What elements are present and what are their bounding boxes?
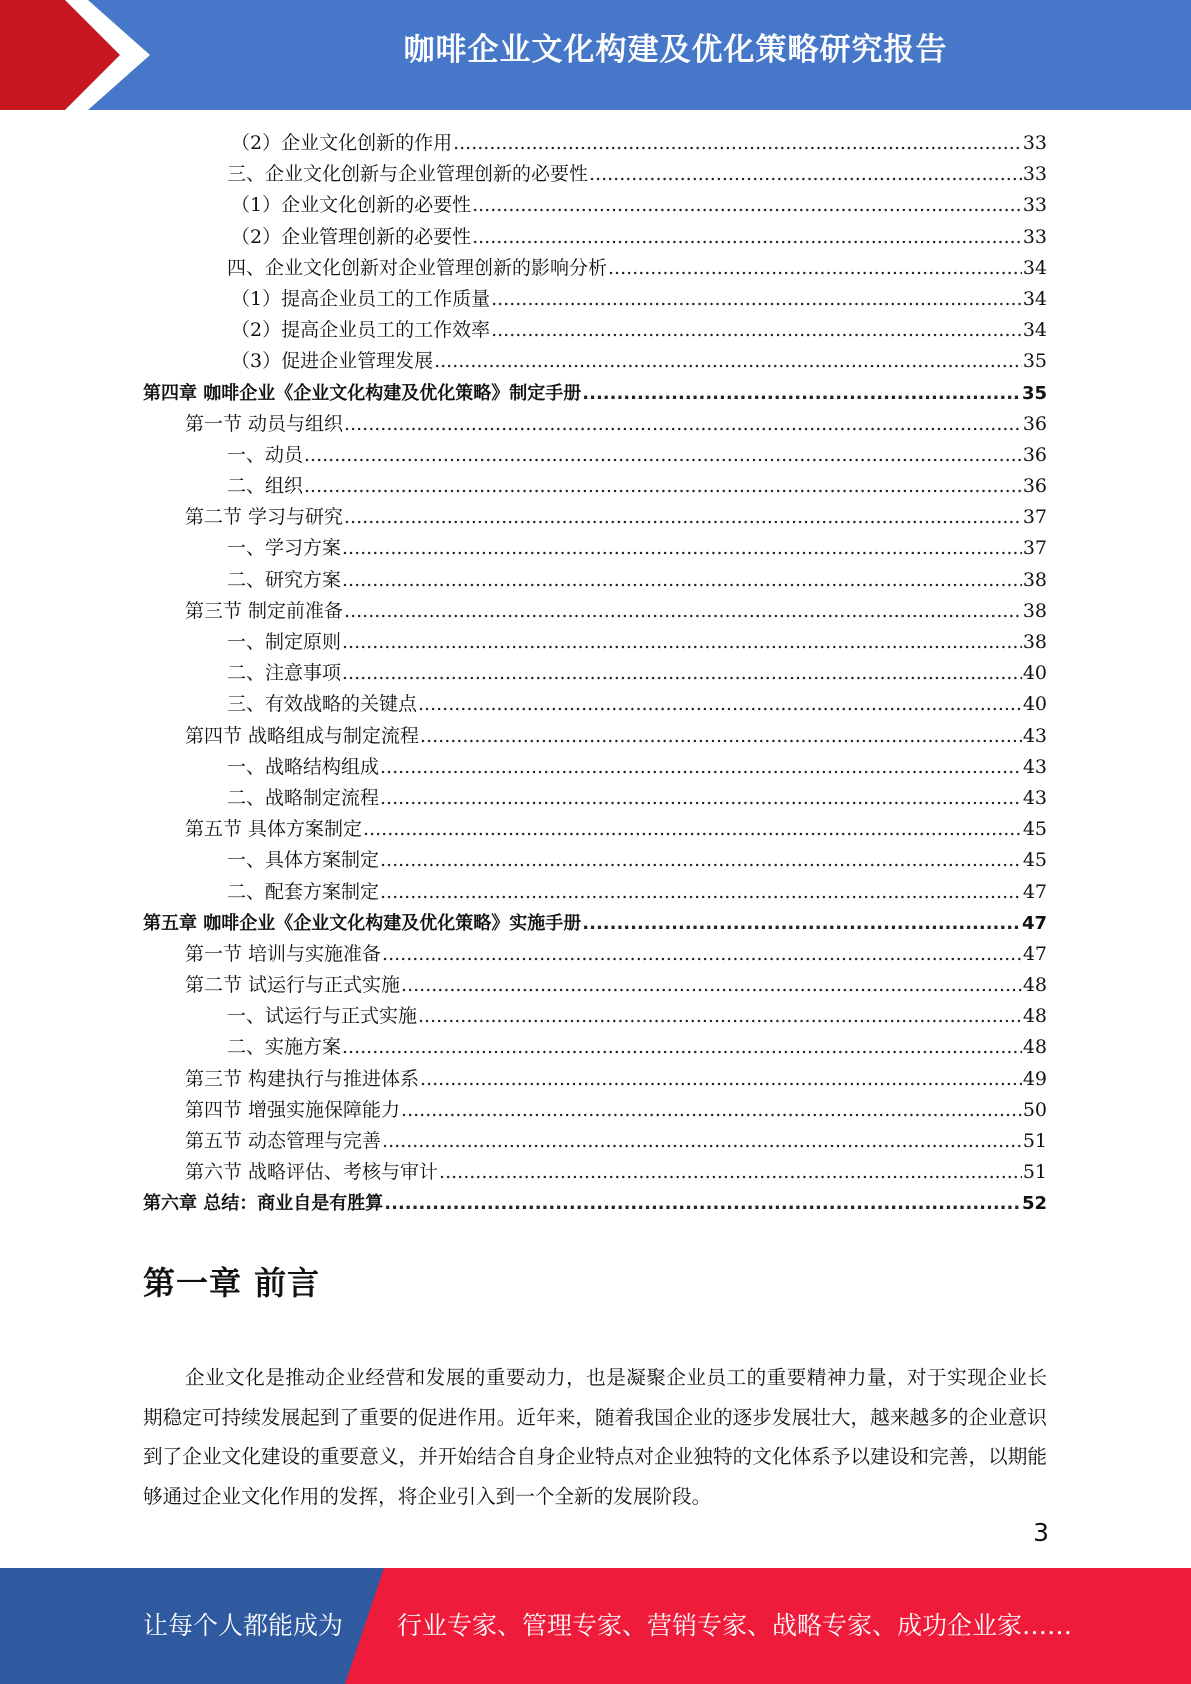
toc-leader-dots: [491, 284, 1022, 315]
toc-entry-title: 第一节 动员与组织: [185, 412, 344, 435]
toc-leader-dots: [344, 596, 1022, 627]
toc-chapter-entry[interactable]: [143, 378, 1047, 409]
toc-entry-page: 43: [1022, 724, 1047, 747]
toc-chapter-entry[interactable]: [143, 1188, 1047, 1219]
toc-entry-title: 二、研究方案: [227, 568, 342, 591]
toc-leader-dots: [434, 346, 1022, 377]
toc-entry-page: 34: [1022, 287, 1047, 310]
toc-entry[interactable]: [143, 752, 1047, 783]
toc-entry-page: 38: [1022, 599, 1047, 622]
footer-slogan-left: 让每个人都能成为: [143, 1611, 344, 1640]
toc-entry-page: 36: [1022, 475, 1047, 498]
toc-leader-dots: [342, 1032, 1022, 1063]
toc-entry-page: 40: [1022, 662, 1047, 685]
toc-entry[interactable]: [143, 689, 1047, 720]
toc-entry-page: 45: [1022, 818, 1047, 841]
toc-entry[interactable]: [143, 1064, 1047, 1095]
toc-leader-dots: [582, 378, 1021, 409]
toc-entry[interactable]: [143, 845, 1047, 876]
toc-entry-page: 38: [1022, 631, 1047, 653]
table-of-contents: [143, 128, 1047, 1220]
toc-entry[interactable]: [143, 190, 1047, 221]
toc-entry-title: 二、实施方案: [227, 1036, 342, 1059]
toc-entry-title: 第二节 试运行与正式实施: [185, 974, 401, 997]
toc-entry-title: （1）提高企业员工的工作质量: [231, 287, 491, 310]
toc-entry[interactable]: [143, 1001, 1047, 1032]
toc-entry-page: 40: [1022, 693, 1047, 716]
toc-entry[interactable]: [143, 627, 1047, 658]
toc-leader-dots: [342, 658, 1022, 689]
toc-entry-title: 一、具体方案制定: [227, 849, 380, 872]
toc-entry[interactable]: [143, 658, 1047, 689]
toc-leader-dots: [344, 409, 1022, 440]
toc-entry[interactable]: [143, 1032, 1047, 1063]
page-footer: [0, 1568, 1191, 1684]
toc-entry-page: 38: [1022, 568, 1047, 591]
toc-entry-page: 37: [1022, 506, 1047, 529]
toc-leader-dots: [380, 783, 1022, 814]
toc-entry-page: 43: [1022, 755, 1047, 778]
toc-entry-title: 第五节 具体方案制定: [185, 818, 363, 841]
toc-entry-page: 43: [1022, 786, 1047, 809]
toc-entry-title: 二、配套方案制定: [227, 880, 380, 903]
toc-entry-title: 一、学习方案: [227, 537, 342, 560]
toc-leader-dots: [344, 502, 1022, 533]
toc-entry-page: 47: [1022, 942, 1047, 965]
toc-entry[interactable]: [143, 253, 1047, 284]
toc-leader-dots: [418, 1001, 1022, 1032]
toc-entry-title: 一、战略结构组成: [227, 755, 380, 778]
header-title: 咖啡企业文化构建及优化策略研究报告: [403, 32, 948, 68]
toc-entry-title: （2）提高企业员工的工作效率: [231, 319, 491, 342]
toc-leader-dots: [363, 814, 1022, 845]
toc-entry-title: 第四章 咖啡企业《企业文化构建及优化策略》制定手册: [143, 382, 582, 404]
toc-entry[interactable]: [143, 1095, 1047, 1126]
toc-entry-title: 二、注意事项: [227, 662, 342, 685]
toc-entry-title: 二、组织: [227, 475, 304, 498]
toc-entry-page: 51: [1022, 1130, 1047, 1152]
toc-entry-page: 48: [1022, 1005, 1047, 1028]
toc-entry-page: 47: [1021, 912, 1047, 934]
toc-leader-dots: [342, 533, 1022, 564]
toc-leader-dots: [304, 471, 1022, 502]
toc-entry-title: （2）企业文化创新的作用: [231, 132, 453, 154]
toc-entry-page: 34: [1022, 319, 1047, 342]
toc-entry[interactable]: [143, 315, 1047, 346]
toc-entry-title: 四、企业文化创新对企业管理创新的影响分析: [227, 256, 608, 279]
toc-leader-dots: [472, 222, 1022, 253]
toc-entry-page: 34: [1022, 256, 1047, 279]
toc-entry-page: 52: [1021, 1193, 1047, 1215]
toc-entry-page: 48: [1022, 1036, 1047, 1059]
toc-leader-dots: [384, 1188, 1021, 1219]
toc-entry[interactable]: [143, 440, 1047, 471]
toc-entry-page: 35: [1021, 382, 1047, 404]
toc-entry-title: 三、企业文化创新与企业管理创新的必要性: [227, 163, 589, 186]
toc-leader-dots: [439, 1157, 1022, 1188]
toc-entry[interactable]: [143, 409, 1047, 440]
toc-leader-dots: [418, 689, 1022, 720]
toc-entry-title: 第一节 培训与实施准备: [185, 942, 382, 965]
intro-paragraph: 企业文化是推动企业经营和发展的重要动力，也是凝聚企业员工的重要精神力量，对于实现企业长期稳定可持续发展起到了重要的促进作用。近年来，随着我国企业的逐步发展壮大，越来越多的企业意识到了企业文化建设的重要意义，并开始结合自身企业特点对企业独特的文化体系予以建设和完善，以期能够通过企业文化作用的发挥，将企业引入到一个全新的发展阶段。: [143, 1366, 1047, 1508]
toc-leader-dots: [382, 1126, 1022, 1157]
toc-leader-dots: [380, 752, 1022, 783]
toc-entry-title: 一、制定原则: [227, 631, 342, 653]
toc-leader-dots: [589, 159, 1022, 190]
toc-entry-page: 36: [1022, 443, 1047, 466]
toc-chapter-entry[interactable]: [143, 908, 1047, 939]
toc-entry-title: （3）促进企业管理发展: [231, 350, 434, 373]
toc-entry-title: 三、有效战略的关键点: [227, 693, 418, 716]
toc-entry[interactable]: [143, 159, 1047, 190]
page-header: [0, 0, 1191, 110]
toc-entry-page: 47: [1022, 880, 1047, 903]
toc-entry-page: 35: [1022, 350, 1047, 373]
toc-entry-page: 36: [1022, 412, 1047, 435]
toc-entry-page: 48: [1022, 974, 1047, 997]
toc-entry[interactable]: [143, 939, 1047, 970]
toc-leader-dots: [342, 627, 1022, 658]
footer-slogan-right: 行业专家、管理专家、营销专家、战略专家、成功企业家……: [397, 1611, 1073, 1640]
toc-entry-title: 一、动员: [227, 443, 304, 466]
toc-leader-dots: [382, 939, 1022, 970]
toc-entry-title: 第四节 增强实施保障能力: [185, 1098, 401, 1121]
toc-leader-dots: [304, 440, 1022, 471]
toc-leader-dots: [420, 721, 1022, 752]
toc-entry-page: 45: [1022, 849, 1047, 872]
toc-leader-dots: [342, 565, 1022, 596]
toc-entry-page: 33: [1022, 132, 1047, 154]
toc-leader-dots: [401, 1095, 1022, 1126]
toc-entry[interactable]: [143, 128, 1047, 159]
toc-entry-title: 第四节 战略组成与制定流程: [185, 724, 420, 747]
toc-entry[interactable]: [143, 1126, 1047, 1157]
toc-entry-title: 第六章 总结：商业自是有胜算: [143, 1193, 384, 1215]
toc-entry[interactable]: [143, 471, 1047, 502]
toc-entry-page: 49: [1022, 1067, 1047, 1090]
toc-entry-page: 37: [1022, 537, 1047, 560]
toc-leader-dots: [420, 1064, 1022, 1095]
toc-entry-title: 第三节 制定前准备: [185, 599, 344, 622]
toc-leader-dots: [608, 253, 1022, 284]
toc-entry-title: 二、战略制定流程: [227, 786, 380, 809]
toc-entry[interactable]: [143, 533, 1047, 564]
toc-leader-dots: [380, 845, 1022, 876]
toc-entry-title: 第三节 构建执行与推进体系: [185, 1067, 420, 1090]
toc-entry[interactable]: [143, 877, 1047, 908]
toc-entry-title: 一、试运行与正式实施: [227, 1005, 418, 1028]
toc-entry-title: 第五章 咖啡企业《企业文化构建及优化策略》实施手册: [143, 912, 582, 934]
toc-entry-title: 第二节 学习与研究: [185, 506, 344, 529]
toc-entry-title: （2）企业管理创新的必要性: [231, 225, 472, 248]
toc-entry-page: 33: [1022, 163, 1047, 186]
toc-leader-dots: [491, 315, 1022, 346]
toc-leader-dots: [582, 908, 1021, 939]
page-number: 3: [1033, 1518, 1049, 1547]
toc-entry[interactable]: [143, 222, 1047, 253]
toc-entry-title: 第六节 战略评估、考核与审计: [185, 1161, 439, 1184]
toc-leader-dots: [472, 190, 1022, 221]
toc-entry[interactable]: [143, 970, 1047, 1001]
toc-entry-page: 51: [1022, 1161, 1047, 1184]
toc-entry[interactable]: [143, 346, 1047, 377]
toc-entry[interactable]: [143, 721, 1047, 752]
toc-entry[interactable]: [143, 1157, 1047, 1188]
toc-entry-page: 33: [1022, 194, 1047, 217]
toc-entry[interactable]: [143, 814, 1047, 845]
toc-leader-dots: [401, 970, 1022, 1001]
toc-leader-dots: [380, 877, 1022, 908]
chapter-title: 第一章 前言: [143, 1264, 321, 1302]
toc-entry[interactable]: [143, 783, 1047, 814]
toc-entry-title: 第五节 动态管理与完善: [185, 1130, 382, 1152]
toc-entry[interactable]: [143, 596, 1047, 627]
toc-leader-dots: [453, 128, 1022, 159]
toc-entry-title: （1）企业文化创新的必要性: [231, 194, 472, 217]
toc-entry[interactable]: [143, 284, 1047, 315]
toc-entry-page: 50: [1022, 1098, 1047, 1121]
toc-entry[interactable]: [143, 565, 1047, 596]
toc-entry[interactable]: [143, 502, 1047, 533]
toc-entry-page: 33: [1022, 225, 1047, 248]
